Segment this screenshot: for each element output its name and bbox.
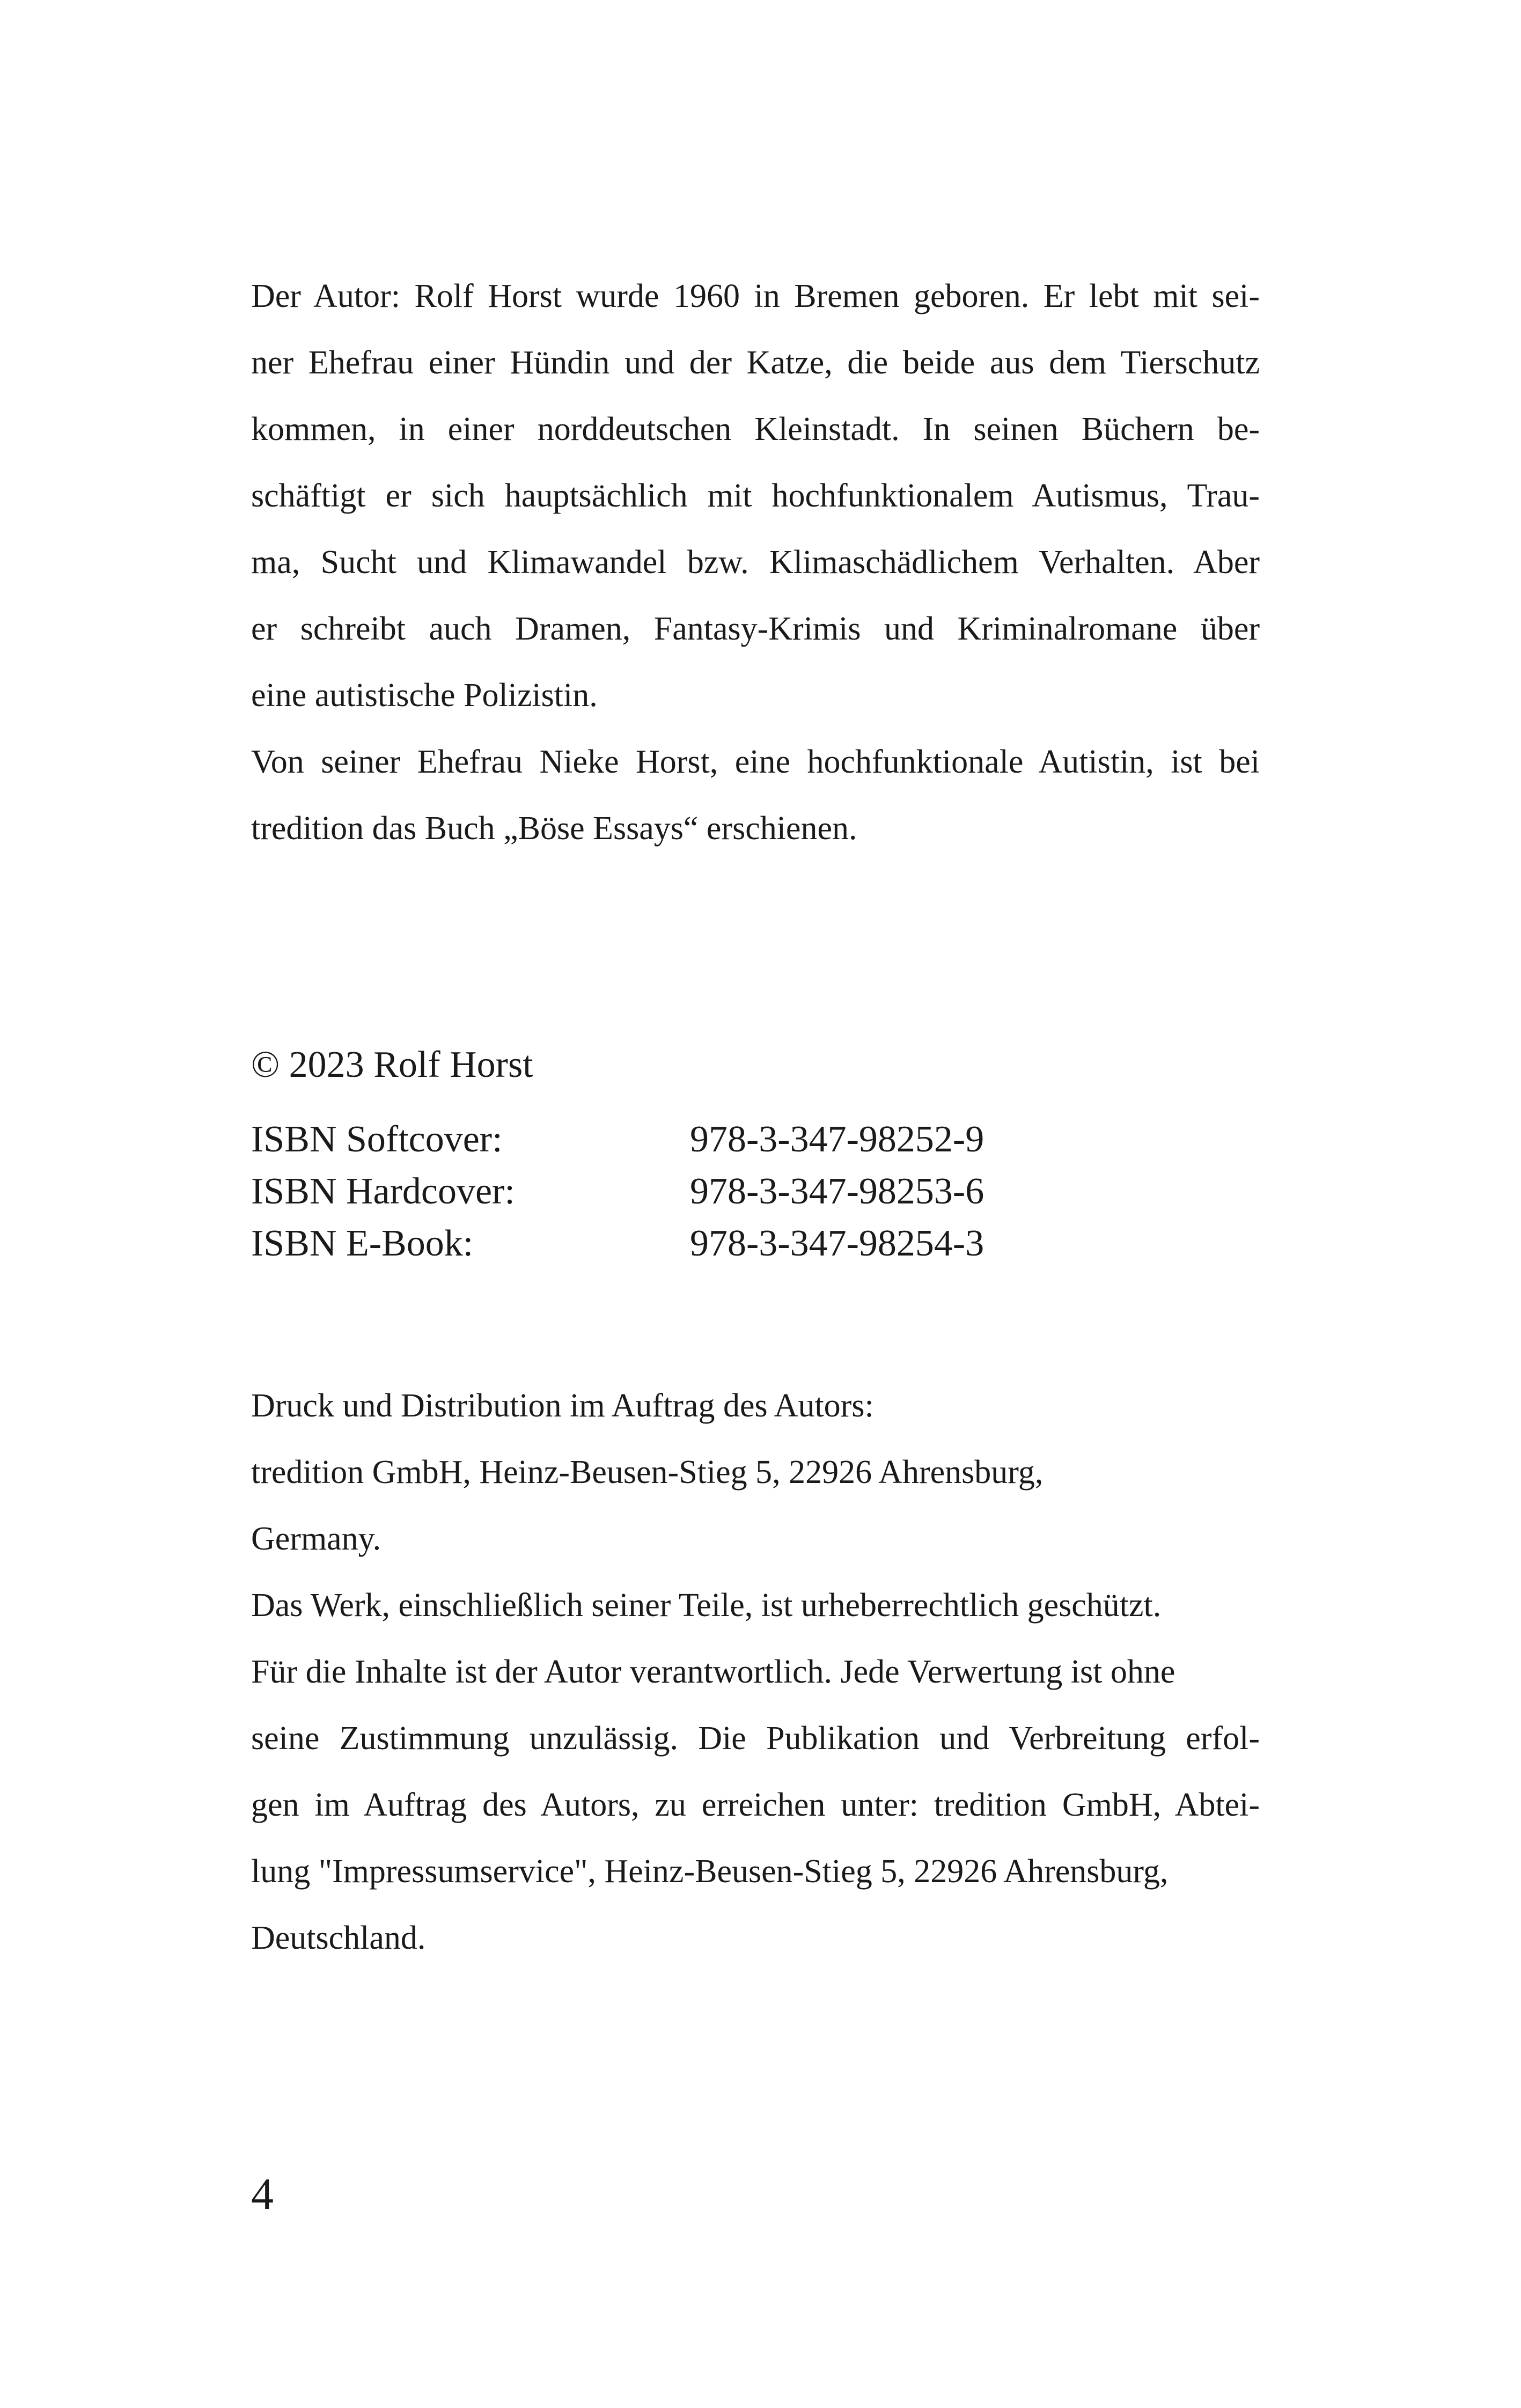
isbn-label: ISBN Hardcover:: [251, 1171, 515, 1212]
bio-line: eine autistische Polizistin.: [251, 677, 598, 714]
bio-line: schäftigt er sich hauptsächlich mit hochfunktionalem Autismus, Trau-: [251, 478, 1260, 514]
isbn-row: [251, 1217, 1260, 1269]
isbn-label: ISBN Softcover:: [251, 1119, 503, 1160]
author-bio: [251, 263, 1260, 862]
imprint-line: Für die Inhalte ist der Autor verantwortlich. Jede Verwertung ist ohne: [251, 1654, 1175, 1690]
bio-line: Von seiner Ehefrau Nieke Horst, eine hochfunktionale Autistin, ist bei: [251, 744, 1260, 780]
isbn-row: [251, 1113, 1260, 1165]
imprint-line: lung "Impressumservice", Heinz-Beusen-Stieg 5, 22926 Ahrensburg,: [251, 1853, 1169, 1890]
imprint-line: Das Werk, einschließlich seiner Teile, ist urheberrechtlich geschützt.: [251, 1587, 1162, 1624]
imprint-line: Deutschland.: [251, 1920, 426, 1956]
bio-line: Der Autor: Rolf Horst wurde 1960 in Bremen geboren. Er lebt mit sei-: [251, 278, 1260, 314]
imprint-line: Germany.: [251, 1521, 381, 1557]
page-number: 4: [251, 2169, 274, 2219]
bio-line: tredition das Buch „Böse Essays“ erschienen.: [251, 810, 857, 847]
isbn-row: [251, 1165, 1260, 1217]
imprint-line: tredition GmbH, Heinz-Beusen-Stieg 5, 22926 Ahrensburg,: [251, 1454, 1044, 1491]
imprint-section: [251, 1372, 1260, 1971]
isbn-value: 978-3-347-98254-3: [690, 1223, 984, 1264]
bio-line: ner Ehefrau einer Hündin und der Katze, die beide aus dem Tierschutz: [251, 344, 1260, 381]
isbn-value: 978-3-347-98252-9: [690, 1119, 984, 1160]
copyright-notice: © 2023 Rolf Horst: [251, 1044, 533, 1085]
imprint-line: Druck und Distribution im Auftrag des Autors:: [251, 1387, 874, 1424]
isbn-value: 978-3-347-98253-6: [690, 1171, 984, 1212]
bio-line: er schreibt auch Dramen, Fantasy-Krimis und Kriminalromane über: [251, 611, 1260, 647]
imprint-line: gen im Auftrag des Autors, zu erreichen unter: tredition GmbH, Abtei-: [251, 1787, 1260, 1823]
imprint-line: seine Zustimmung unzulässig. Die Publikation und Verbreitung erfol-: [251, 1720, 1260, 1757]
isbn-label: ISBN E-Book:: [251, 1223, 474, 1264]
bio-line: kommen, in einer norddeutschen Kleinstadt. In seinen Büchern be-: [251, 411, 1260, 447]
bio-line: ma, Sucht und Klimawandel bzw. Klimaschädlichem Verhalten. Aber: [251, 544, 1260, 581]
isbn-list: [251, 1113, 1260, 1269]
